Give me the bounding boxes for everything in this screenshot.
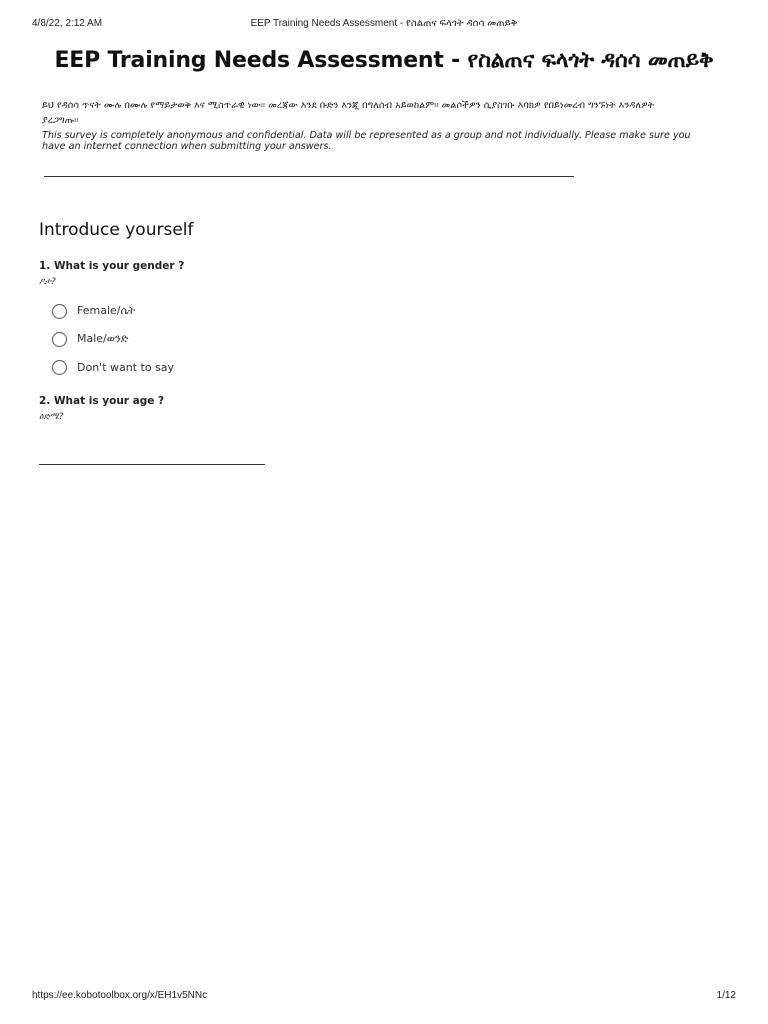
radio-button[interactable] (52, 332, 67, 347)
option-label: Male/ወንድ (77, 332, 129, 345)
intro-divider (44, 176, 574, 177)
question-gender (39, 260, 184, 287)
question-age (39, 395, 164, 422)
gender-option-female[interactable] (52, 297, 174, 325)
radio-button[interactable] (52, 360, 67, 375)
page-number: 1/12 (716, 990, 736, 1001)
print-footer (32, 990, 736, 1002)
form-title: EEP Training Needs Assessment - የስልጠና ፍላጎት ዳሰሳ መጠይቅ (54, 48, 714, 73)
print-header (32, 18, 736, 30)
option-label: Female/ሴት (77, 304, 136, 317)
section-title: Introduce yourself (39, 220, 194, 240)
question-label: 1. What is your gender ? (39, 260, 185, 272)
intro-english: This survey is completely anonymous and confidential. Data will be represented as a group and not individually. Please make sure you have an internet connection when submitting your answers. (42, 130, 691, 152)
gender-option-male[interactable] (52, 325, 174, 353)
form-intro (42, 98, 692, 152)
print-url[interactable]: https://ee.kobotoolbox.org/x/EH1v5NNc (32, 990, 208, 1001)
intro-amharic: ይህ የዳሰሳ ጥናት ሙሉ በሙሉ የማይታወቅ እና ሚስጥራዊ ነው። መረጃው እንደ ቡድን እንጂ በግለሰብ አይወከልም። መልሶችዎን ሲያስገቡ እባክዎ የበይነመረብ ግንኙነት እንዳለዎት ያረጋግጡ። (42, 100, 655, 126)
radio-button[interactable] (52, 304, 67, 319)
print-tab-title: EEP Training Needs Assessment - የስልጠና ፍላጎት ዳሰሳ መጠይቅ (250, 18, 518, 29)
option-label: Don't want to say (77, 360, 175, 374)
gender-options (52, 297, 174, 381)
question-hint: ፆታ? (39, 277, 56, 287)
question-label: 2. What is your age ? (39, 395, 165, 407)
print-datetime: 4/8/22, 2:12 AM (32, 18, 103, 29)
gender-option-undisclosed[interactable] (52, 353, 174, 381)
age-answer-field[interactable] (39, 464, 265, 466)
question-hint: ዕድሜ? (39, 412, 64, 422)
